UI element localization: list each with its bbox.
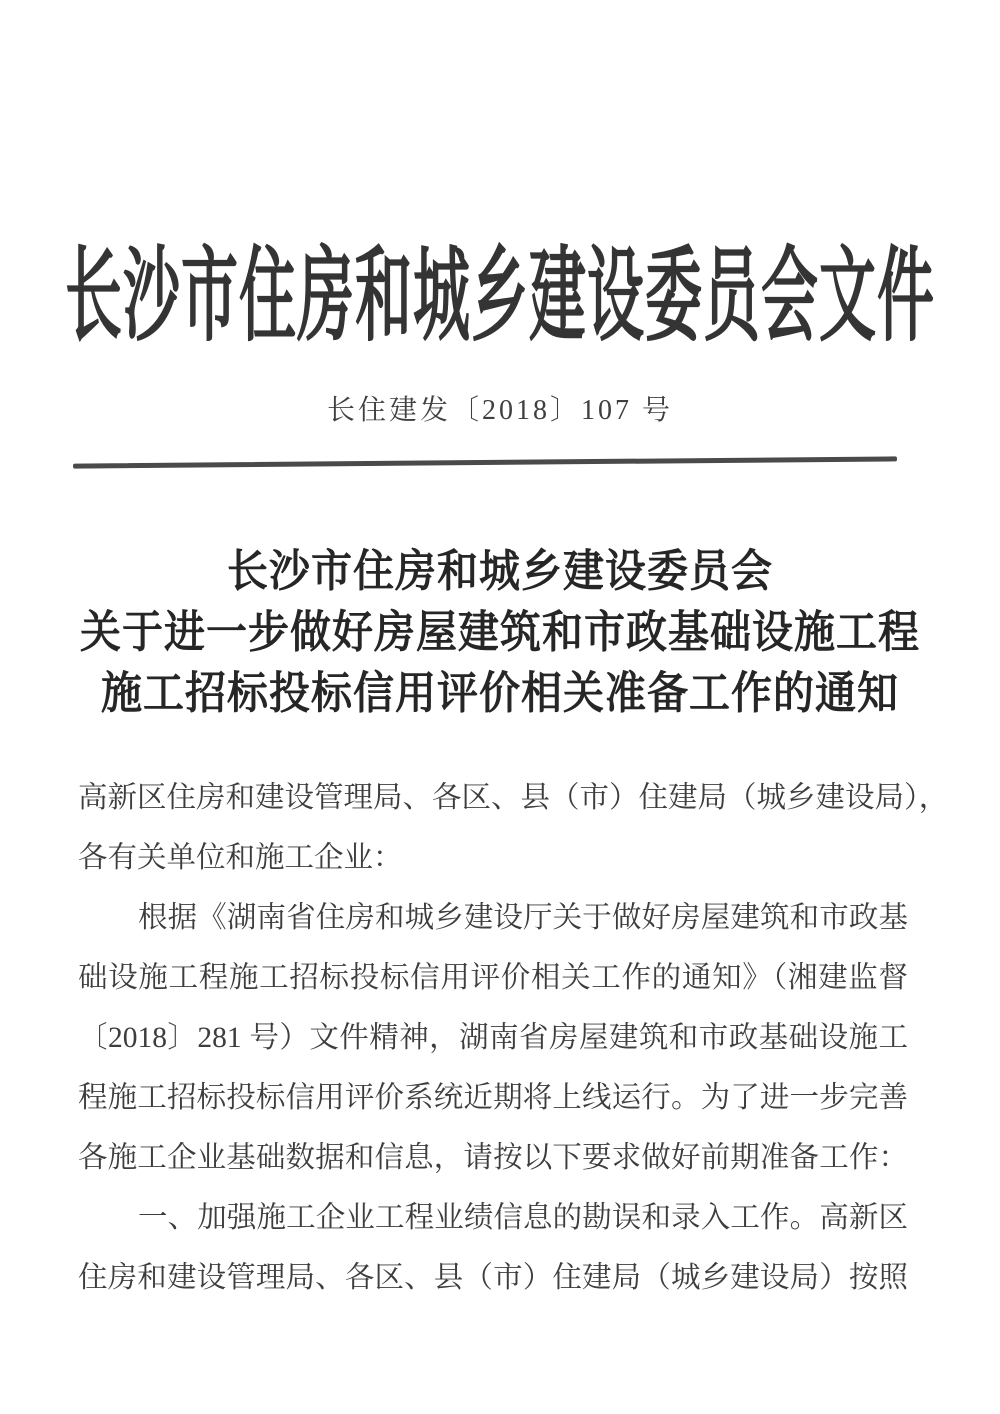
body-line-5: 各施工企业基础数据和信息，请按以下要求做好前期准备工作：	[78, 1142, 908, 1174]
notice-body	[78, 768, 949, 1308]
body-line-4: 程施工招标投标信用评价系统近期将上线运行。为了进一步完善	[78, 1082, 908, 1114]
notice-title-line-2: 关于进一步做好房屋建筑和市政基础设施工程	[80, 607, 920, 657]
notice-title-line-3: 施工招标投标信用评价相关准备工作的通知	[101, 668, 899, 718]
document-reference-number: 长住建发〔2018〕107 号	[326, 395, 673, 426]
issuing-authority-banner: 长沙市住房和城乡建设委员会文件	[65, 241, 935, 355]
body-line-2: 础设施工程施工招标投标信用评价相关工作的通知》（湘建监督	[78, 962, 908, 994]
notice-title	[0, 541, 1000, 724]
body-line-7: 住房和建设管理局、各区、县（市）住建局（城乡建设局）按照	[78, 1262, 908, 1294]
header-banner	[0, 214, 1000, 355]
salutation-line-1: 高新区住房和建设管理局、各区、县（市）住建局（城乡建设局），	[78, 782, 949, 814]
salutation-line-2: 各有关单位和施工企业：	[78, 842, 403, 874]
header-divider-rule	[73, 456, 897, 468]
notice-title-line-1: 长沙市住房和城乡建设委员会	[227, 546, 773, 596]
body-line-6-item-one: 一、加强施工企业工程业绩信息的勘误和录入工作。高新区	[138, 1202, 908, 1234]
body-line-3: 〔2018〕281 号）文件精神，湖南省房屋建筑和市政基础设施工	[78, 1022, 908, 1054]
body-line-1: 根据《湖南省住房和城乡建设厅关于做好房屋建筑和市政基	[138, 902, 908, 934]
